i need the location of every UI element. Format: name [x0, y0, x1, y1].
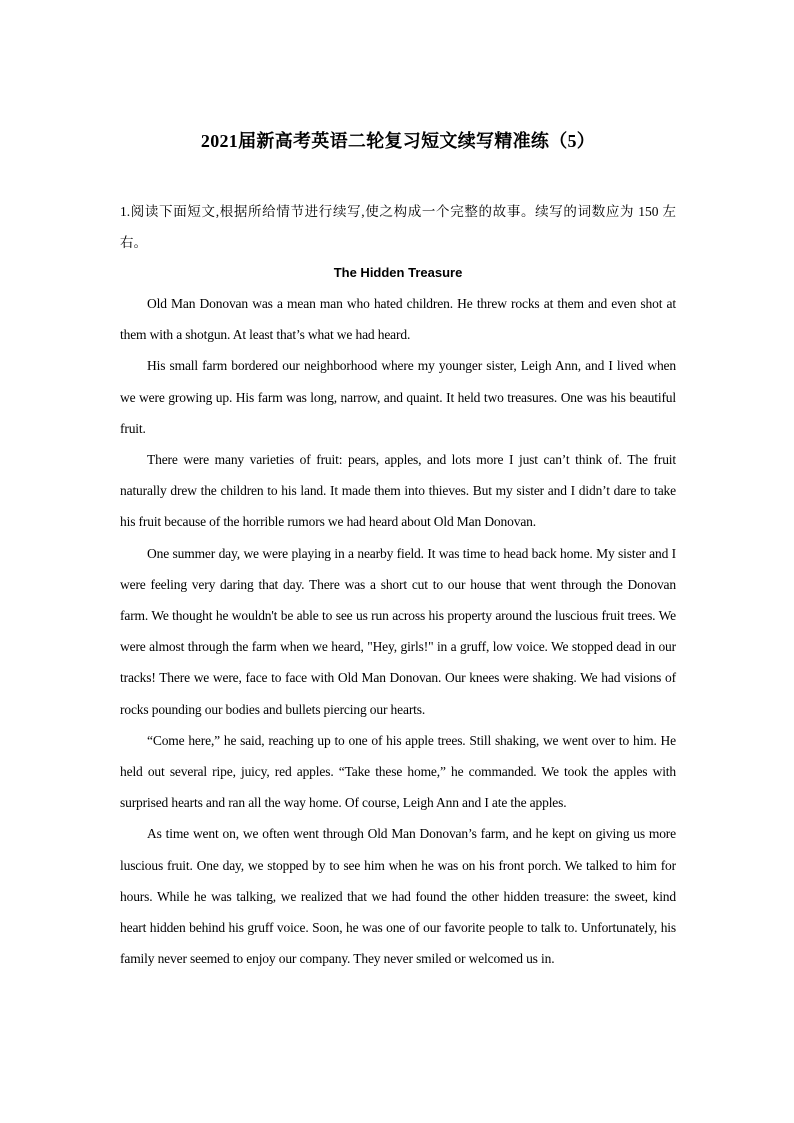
- story-paragraph-5: “Come here,” he said, reaching up to one of his apple trees. Still shaking, we went over to him. He held out several ripe, juicy, red apples. “Take these home,” he commanded. We took the apples with surprised hearts and ran all the way home. Of course, Leigh Ann and I ate the apples.: [120, 732, 676, 811]
- task-instruction: 1.阅读下面短文,根据所给情节进行续写,使之构成一个完整的故事。续写的词数应为 150 左右。: [120, 204, 676, 250]
- story-paragraph-2: His small farm bordered our neighborhood where my younger sister, Leigh Ann, and I lived when we were growing up. His farm was long, narrow, and quaint. It held two treasures. One was his beautiful fruit.: [120, 358, 676, 436]
- story-paragraph-6: As time went on, we often went through Old Man Donovan’s farm, and he kept on giving us more luscious fruit. One day, we stopped by to see him when he was on his front porch. We talked to him for hours. While he was talking, we realized that we had found the other hidden treasure: the sweet, kind heart hidden behind his gruff voice. Soon, he was one of our favorite people to talk to. Unfortunately, his family never seemed to enjoy our company. They never smiled or welcomed us in.: [120, 826, 676, 967]
- story-paragraph-3: There were many varieties of fruit: pears, apples, and lots more I just can’t think of. The fruit naturally drew the children to his land. It made them into thieves. But my sister and I didn’t dare to take his fruit because of the horrible rumors we had heard about Old Man Donovan.: [120, 452, 676, 530]
- story-paragraph-1: Old Man Donovan was a mean man who hated children. He threw rocks at them and even shot at them with a shotgun. At least that’s what we had heard.: [120, 296, 676, 343]
- story-title: The Hidden Treasure: [333, 265, 463, 280]
- story-body: [120, 288, 676, 974]
- document-title: 2021届新高考英语二轮复习短文续写精准练（5）: [200, 131, 596, 151]
- story-paragraph-4: One summer day, we were playing in a nearby field. It was time to head back home. My sister and I were feeling very daring that day. There was a short cut to our house that went through the Donovan farm. We thought he wouldn't be able to see us run across his property around the luscious fruit trees. We were almost through the farm when we heard, "Hey, girls!" in a gruff, low voice. We stopped dead in our tracks! There we were, face to face with Old Man Donovan. Our knees were shaking. We had visions of rocks pounding our bodies and bullets piercing our hearts.: [120, 545, 676, 717]
